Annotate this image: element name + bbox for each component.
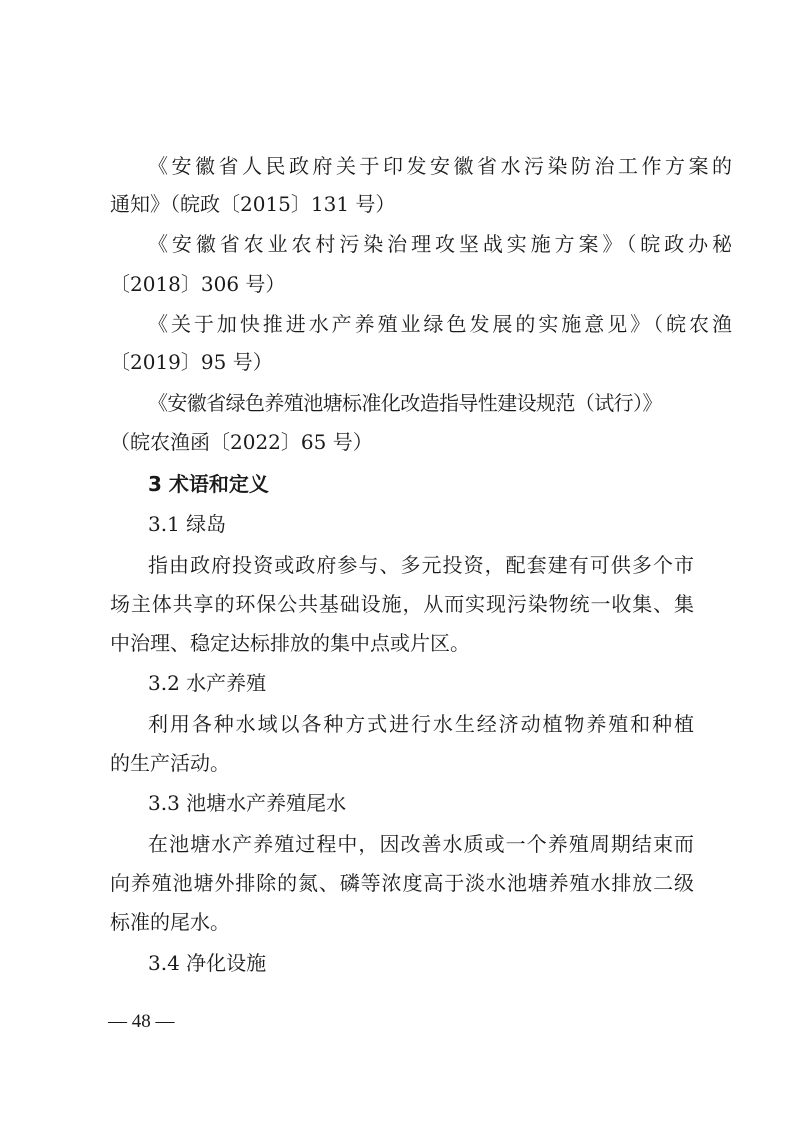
reference-4-line-1: 《安徽省绿色养殖池塘标准化改造指导性建设规范（试行）》 bbox=[148, 391, 662, 415]
term-3-3-line-2: 向养殖池塘外排除的氮、磷等浓度高于淡水池塘养殖水排放二级 bbox=[110, 871, 694, 895]
reference-1-line-2: 通知》（皖政〔2015〕131 号） bbox=[110, 192, 396, 216]
reference-3-line-1: 《关于加快推进水产养殖业绿色发展的实施意见》（皖农渔 bbox=[148, 312, 732, 336]
term-3-1-line-3: 中治理、稳定达标排放的集中点或片区。 bbox=[110, 631, 470, 655]
term-3-3-heading: 3.3 池塘水产养殖尾水 bbox=[148, 791, 347, 815]
reference-4-line-2: （皖农渔函〔2022〕65 号） bbox=[110, 430, 373, 454]
term-3-4-heading: 3.4 净化设施 bbox=[148, 951, 267, 975]
term-3-3-line-1: 在池塘水产养殖过程中，因改善水质或一个养殖周期结束而 bbox=[148, 832, 694, 856]
term-3-2-line-2: 的生产活动。 bbox=[110, 751, 230, 775]
reference-1-line-1: 《安徽省人民政府关于印发安徽省水污染防治工作方案的 bbox=[148, 154, 732, 178]
term-3-2-line-1: 利用各种水域以各种方式进行水生经济动植物养殖和种植 bbox=[148, 712, 694, 736]
section-3-heading: 3 术语和定义 bbox=[148, 472, 269, 496]
term-3-3-line-3: 标准的尾水。 bbox=[110, 910, 230, 934]
term-3-1-line-2: 场主体共享的环保公共基础设施，从而实现污染物统一收集、集 bbox=[110, 592, 694, 616]
term-3-1-line-1: 指由政府投资或政府参与、多元投资，配套建有可供多个市 bbox=[148, 553, 694, 577]
reference-3-line-2: 〔2019〕95 号） bbox=[110, 350, 273, 374]
term-3-2-heading: 3.2 水产养殖 bbox=[148, 671, 267, 695]
reference-2-line-1: 《安徽省农业农村污染治理攻坚战实施方案》（皖政办秘 bbox=[148, 232, 732, 256]
reference-2-line-2: 〔2018〕306 号） bbox=[110, 272, 286, 296]
term-3-1-heading: 3.1 绿岛 bbox=[148, 512, 227, 536]
page-number: — 48 — bbox=[108, 1011, 175, 1032]
